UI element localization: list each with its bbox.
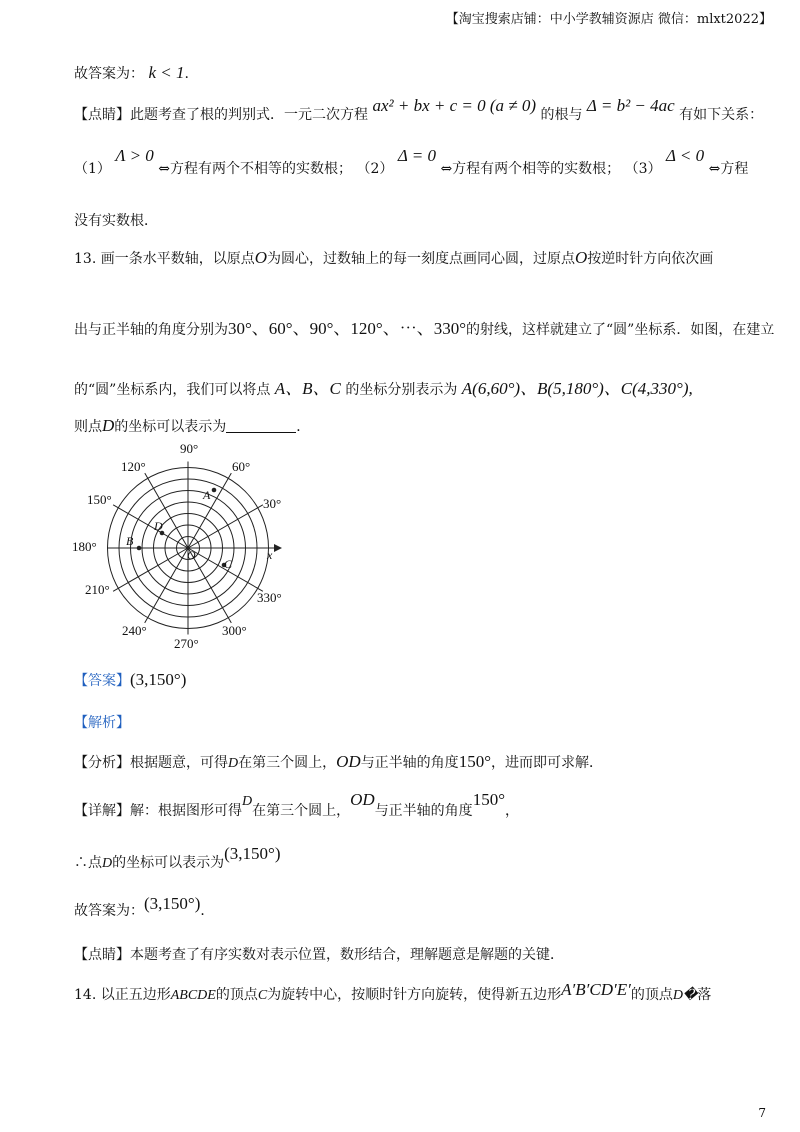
q13-line-2 (74, 314, 774, 339)
case-3-num: （3） (624, 161, 662, 177)
xiangjie-a: 解：根据图形可得 (130, 803, 242, 819)
label-90: 90° (180, 441, 199, 456)
q14-e: 落 (697, 987, 712, 1003)
label-270: 270° (174, 636, 199, 651)
fenxi-d: ，进而即可求解． (491, 755, 603, 771)
xiangjie-d: ， (505, 803, 519, 819)
final-answer-line (74, 894, 215, 920)
circle-coordinate-figure (60, 438, 320, 658)
fenxi-D: D (228, 756, 239, 771)
prev-cases-line (74, 146, 749, 178)
ray-120 (145, 473, 188, 548)
case-2-text: ⇔方程有两个相等的实数根； (440, 161, 621, 177)
label-120: 120° (121, 459, 146, 474)
point-A-dot (212, 488, 217, 493)
prev-comment-text: 此题考查了根的判别式．一元二次方程 (130, 107, 368, 123)
fenxi-OD: OD (336, 752, 361, 771)
prev-comment-tag: 【点睛】 (74, 107, 130, 123)
fenxi-b: 在第三个圆上， (238, 755, 337, 771)
q14-d: 的顶点 (630, 987, 673, 1003)
fenxi-tag: 【分析】 (74, 755, 130, 771)
q13-l4-end: ． (296, 419, 311, 435)
q13-l1b: 为圆心，过数轴上的每一刻度点画同心圆，过原点 (267, 251, 575, 267)
label-210: 210° (85, 582, 110, 597)
case-1-num: （1） (74, 161, 111, 177)
answer-line (74, 670, 186, 690)
q13-l2a: 出与正半轴的角度分别为 (74, 322, 228, 338)
therefore-line (74, 844, 281, 872)
xiangjie-D: D (242, 794, 253, 809)
case-1-cond: Λ > 0 (115, 146, 154, 165)
therefore-a: ∴点 (74, 855, 102, 871)
label-180: 180° (72, 539, 97, 554)
q13-O-1: O (254, 248, 267, 267)
case-1-text: ⇔方程有两个不相等的实数根； (158, 161, 352, 177)
q14-line (74, 980, 712, 1004)
dianjing-line (74, 944, 564, 964)
ray-240 (145, 548, 188, 623)
therefore-value: (3,150°) (224, 844, 281, 863)
label-60: 60° (232, 459, 251, 474)
q13-line-1 (74, 248, 713, 268)
xiangjie-b: 在第三个圆上， (252, 803, 351, 819)
fenxi-angle: 150° (458, 752, 491, 771)
case-3-text: ⇔方程 (708, 161, 749, 177)
answer-tag: 【答案】 (74, 673, 130, 689)
case-2-num: （2） (356, 161, 394, 177)
q14-C: C (257, 988, 268, 1003)
q14-b: 的顶点 (215, 987, 258, 1003)
q13-l2-angles: 30°、60°、90°、120°、⋯、330° (228, 319, 466, 338)
analysis-tag: 【解析】 (74, 715, 130, 731)
q13-l4b: 的坐标可以表示为 (114, 419, 227, 435)
prev-answer-prefix: 故答案为： (74, 66, 144, 82)
q13-l4-D: D (102, 416, 115, 435)
label-D: D (154, 519, 163, 533)
xiangjie-OD: OD (350, 790, 375, 809)
q13-line-3 (74, 374, 693, 399)
dianjing-tag: 【点睛】 (74, 947, 130, 963)
q13-l3-points: A、B、C (274, 379, 341, 398)
q13-l4a: 则点 (74, 419, 102, 435)
label-300: 300° (222, 623, 247, 638)
label-330: 330° (257, 590, 282, 605)
ray-60 (188, 473, 231, 548)
label-x: x (267, 548, 273, 562)
q13-line-4 (74, 416, 310, 436)
fenxi-a: 根据题意，可得 (130, 755, 228, 771)
page-header: 【淘宝搜索店铺：中小学教辅资源店 微信：mlxt2022】 (445, 12, 772, 27)
prev-answer-math: k < 1 (148, 63, 185, 82)
prev-answer-line: 故答案为： k < 1. (74, 63, 189, 82)
answer-blank (226, 418, 296, 433)
q13-l3a: 的“圆”坐标系内，我们可以将点 (74, 382, 271, 398)
point-B-dot (137, 546, 142, 551)
final-end: ． (200, 903, 215, 919)
prev-comment-eq: ax² + bx + c = 0 (a ≠ 0) (372, 96, 537, 115)
final-a: 故答案为： (74, 903, 144, 919)
q14-c: 为旋转中心，按顺时针方向旋转，使得新五边形 (267, 987, 562, 1003)
label-150: 150° (87, 492, 112, 507)
ray-210 (113, 548, 188, 591)
final-value: (3,150°) (144, 894, 201, 913)
ray-30 (188, 505, 263, 548)
answer-value: (3,150°) (130, 670, 187, 689)
q14-Dprime: D� (672, 988, 698, 1003)
page-number: 7 (758, 1106, 766, 1120)
ray-150 (113, 505, 188, 548)
prev-cases-tail: 没有实数根． (74, 213, 158, 229)
label-O: O (187, 548, 196, 562)
xiangjie-c: 与正半轴的角度 (374, 803, 473, 819)
label-C: C (224, 557, 233, 571)
prev-comment-end: 有如下关系： (679, 107, 764, 123)
fenxi-c: 与正半轴的角度 (360, 755, 459, 771)
xiangjie-tag: 【详解】 (74, 803, 130, 819)
q14-newpoly: A′B′CD′E′ (561, 980, 631, 999)
prev-comment-delta: Δ = b² − 4ac (586, 96, 675, 115)
x-axis-arrow (274, 544, 282, 552)
q14-ABCDE: ABCDE (170, 988, 216, 1003)
xiangjie-angle: 150° (472, 790, 505, 809)
label-A: A (203, 488, 211, 502)
case-2-cond: Δ = 0 (397, 146, 436, 165)
q13-l1a: 13. 画一条水平数轴，以原点 (74, 251, 255, 267)
analysis-xiangjie-line (74, 790, 519, 820)
label-30: 30° (263, 496, 282, 511)
analysis-fenxi-line (74, 752, 603, 772)
q13-l1c: 按逆时针方向依次画 (587, 251, 714, 267)
prev-comment-mid: 的根与 (540, 107, 583, 123)
q13-O-2: O (575, 248, 588, 267)
q13-l2b: 的射线，这样就建立了“圆”坐标系．如图，在建立 (466, 322, 775, 338)
q13-l3b: 的坐标分别表示为 (345, 382, 458, 398)
therefore-D: D (102, 856, 113, 871)
dianjing-text: 本题考查了有序实数对表示位置，数形结合，理解题意是解题的关键． (130, 947, 564, 963)
label-B: B (126, 534, 134, 548)
q13-l3-coords: A(6,60°)、B(5,180°)、C(4,330°), (461, 379, 693, 398)
label-240: 240° (122, 623, 147, 638)
case-3-cond: Δ < 0 (666, 146, 705, 165)
therefore-b: 的坐标可以表示为 (112, 855, 225, 871)
prev-comment-line (74, 96, 764, 124)
q14-a: 14. 以正五边形 (74, 987, 171, 1003)
